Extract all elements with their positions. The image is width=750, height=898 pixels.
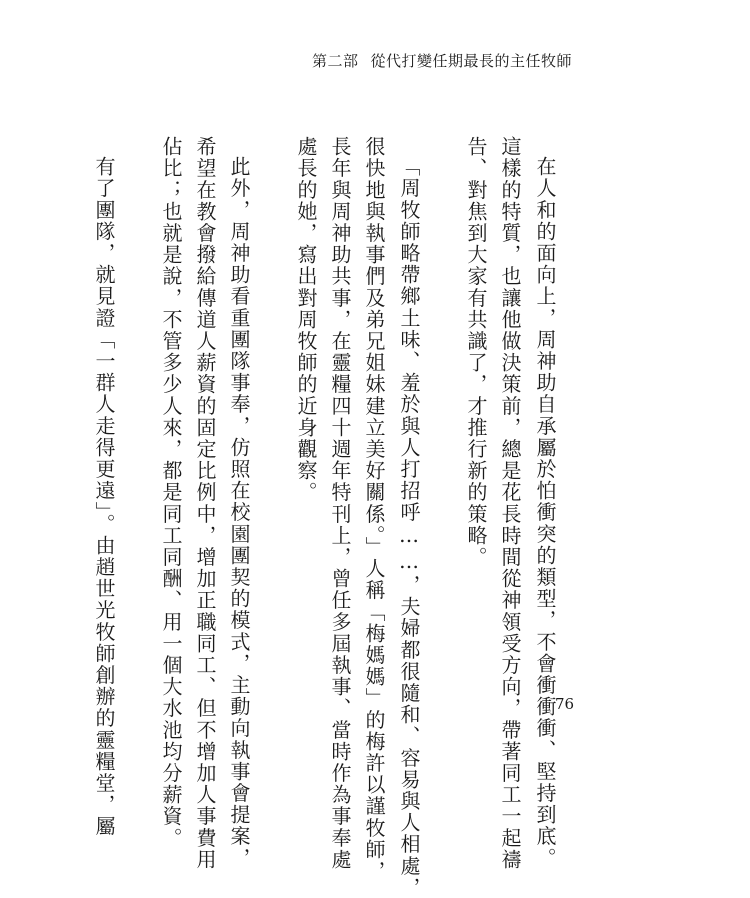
header-part: 第二部 — [311, 52, 359, 70]
running-header — [312, 50, 572, 71]
text-column-4: 「周牧師略帶鄉土味、羞於與人打招呼……，夫婦都很隨和、容易與人相處， — [397, 156, 421, 898]
text-column-11: 有了團隊，就見證「一群人走得更遠」。由趙世光牧師創辦的靈糧堂，屬 — [92, 156, 116, 838]
header-chapter-title: 從代打變任期最長的主任牧師 — [370, 52, 572, 70]
text-column-7: 處長的她，寫出對周牧師的近身觀察。 — [294, 136, 318, 504]
text-column-8: 此外，周神助看重團隊事奉，仿照在校園團契的模式，主動向執事會提案， — [227, 156, 251, 869]
text-column-5: 很快地與執事們及弟兄姐妹建立美好關係。」人稱「梅媽媽」的梅許以謹牧師， — [362, 136, 386, 882]
text-column-6: 長年與周神助共事，在靈糧四十週年特刊上，曾任多屆執事、當時作為事奉處 — [328, 136, 352, 871]
text-column-3: 告、對焦到大家有共識了，才推行新的策略。 — [464, 136, 488, 568]
text-column-1: 在人和的面向上，周神助自承屬於怕衝突的類型，不會衝衝衝、堅持到底。 — [533, 156, 557, 869]
text-column-10: 佔比；也就是說，不管多少人來，都是同工同酬、用一個大水池均分薪資。 — [159, 136, 183, 849]
page-number: 76 — [555, 695, 575, 713]
text-column-2: 這樣的特質，也讓他做決策前，總是花長時間從神領受方向，帶著同工一起禱 — [498, 136, 522, 871]
text-column-9: 希望在教會撥給傳道人薪資的固定比例中，增加正職同工、但不增加人事費用 — [193, 136, 217, 871]
